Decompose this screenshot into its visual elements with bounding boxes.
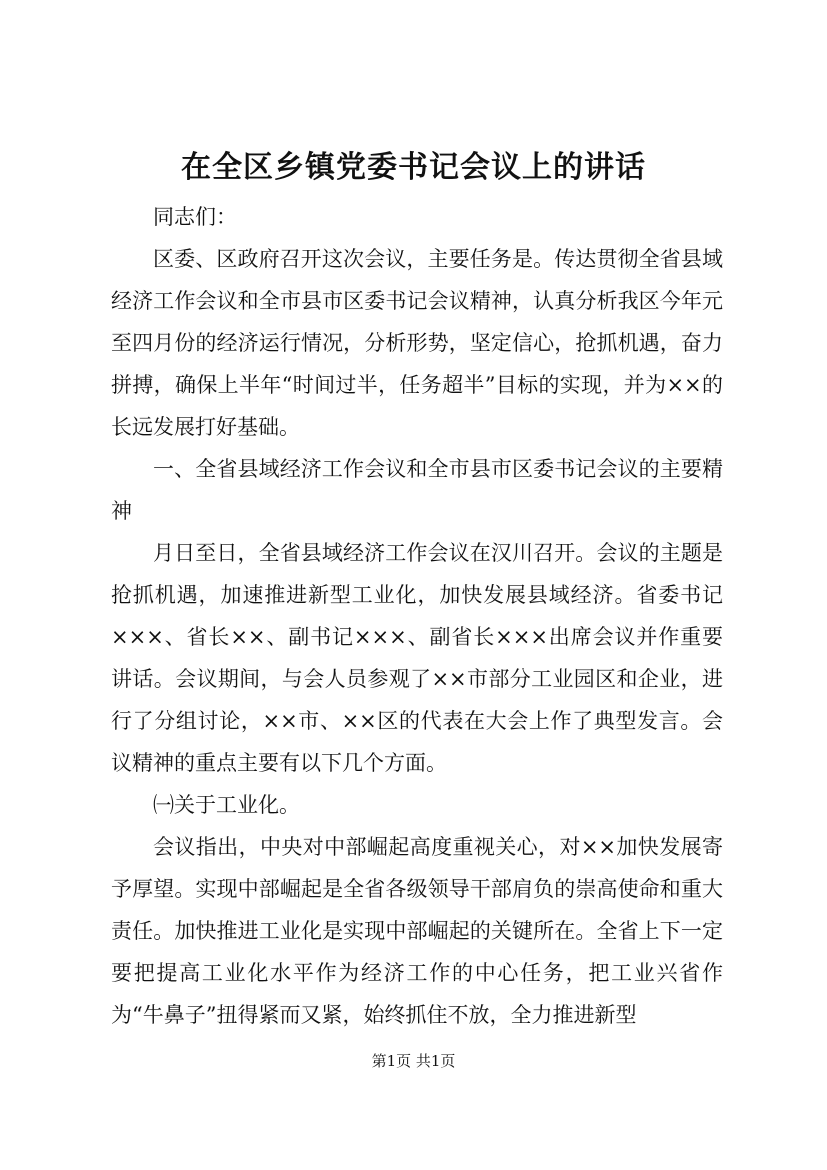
salutation: 同志们： — [153, 205, 237, 229]
paragraph-industrialization: 会议指出，中央对中部崛起高度重视关心，对××加快发展寄予厚望。实现中部崛起是全省各级领导干部肩负的崇高使命和重大责任。加快推进工业化是实现中部崛起的关键所在。全省上下一定要把提高工业化水平作为经济工作的中心任务，把工业兴省作为“牛鼻子”扭得紧而又紧，始终抓住不放，全力推进新型 — [111, 835, 723, 1027]
subsection-heading-1: ㈠关于工业化。 — [153, 793, 300, 817]
paragraph-meeting-summary: 月日至日，全省县域经济工作会议在汉川召开。会议的主题是抢抓机遇，加速推进新型工业化，加快发展县域经济。省委书记×××、省长××、副书记×××、副省长×××出席会议并作重要讲话。会议期间，与会人员参观了××市部分工业园区和企业，进行了分组讨论，××市、××区的代表在大会上作了典型发言。会议精神的重点主要有以下几个方面。 — [111, 541, 723, 775]
document-body — [111, 196, 723, 1036]
paragraph-intro: 区委、区政府召开这次会议，主要任务是。传达贯彻全省县域经济工作会议和全市县市区委书记会议精神，认真分析我区今年元至四月份的经济运行情况，分析形势，坚定信心，抢抓机遇，奋力拼搏，确保上半年“时间过半，任务超半”目标的实现，并为××的长远发展打好基础。 — [111, 247, 723, 439]
document-title: 在全区乡镇党委书记会议上的讲话 — [181, 150, 646, 185]
section-heading-1: 一、全省县域经济工作会议和全市县市区委书记会议的主要精神 — [111, 457, 723, 523]
page-footer: 第1页 共1页 — [371, 1052, 456, 1070]
